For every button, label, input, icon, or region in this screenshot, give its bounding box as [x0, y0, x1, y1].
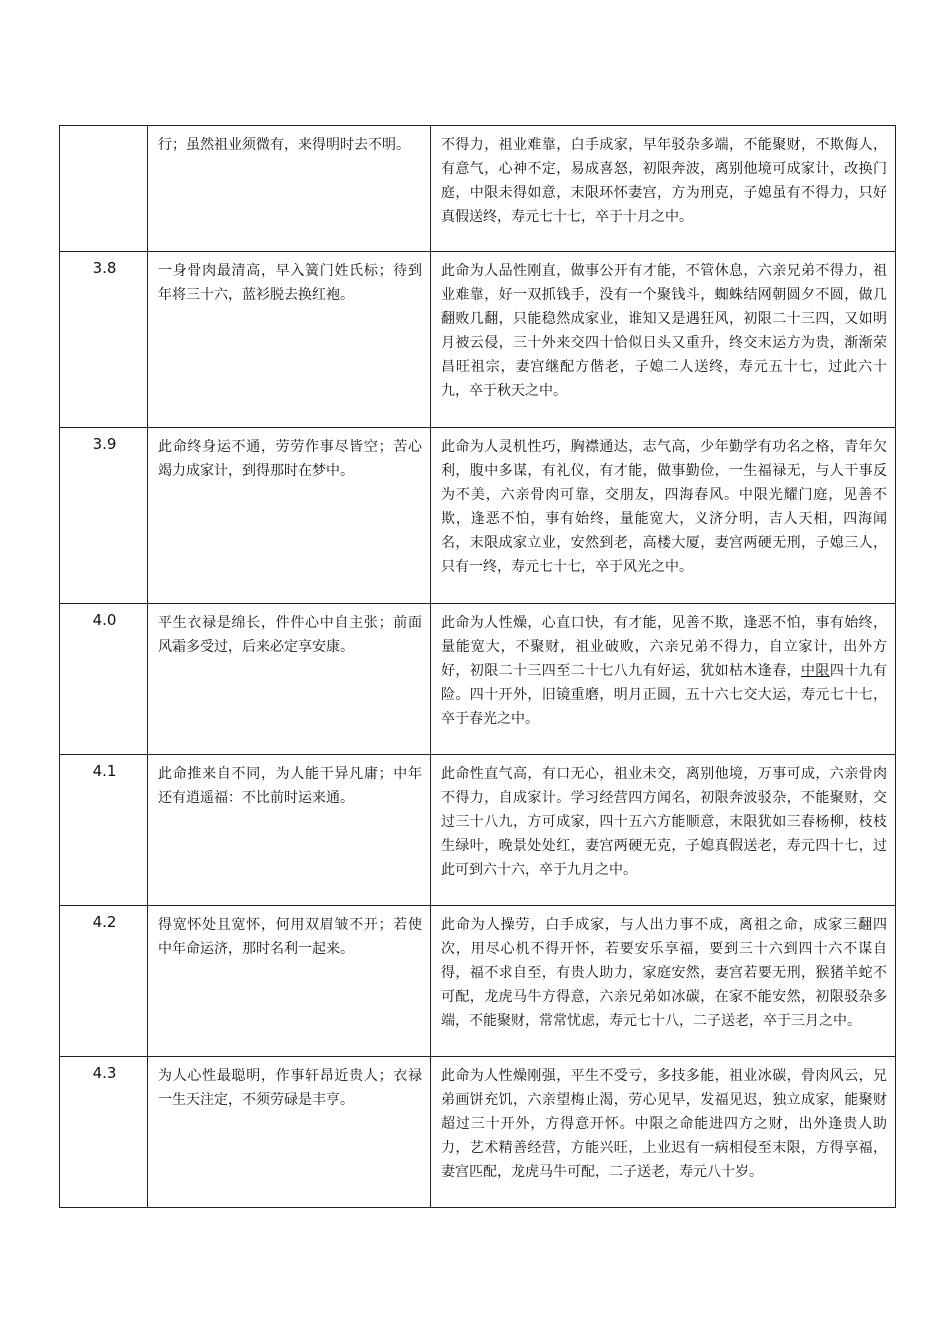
description-text: 此命为人性燥刚强，平生不受亏，多技多能，祖业冰碳，骨肉风云，兄弟画饼充饥，六亲望梅止渴，劳心见早，发福见迟，独立成家，能聚财超过三十开外，方得意开怀。中限之命能进四方之财，出外逢贵人助力，艺术精善经营，方能兴旺，上业迟有一病相侵至末限，方得享福，妻宫匹配，龙虎马牛可配，二子送老，寿元八十岁。 — [441, 1068, 887, 1180]
description-text: 此命为人操劳，白手成家，与人出力事不成，离祖之命，成家三翻四次，用尽心机不得开怀，若要安乐享福，要到三十六到四十六不谋自得，福不求自至，有贵人助力，家庭安然，妻宫若要无刑，猴猪羊蛇不可配，龙虎马牛方得意，六亲兄弟如冰碳，在家不能安然，初限驳杂多端，不能聚财，常常忧虑，寿元七十八，二子送老，卒于三月之中。 — [441, 917, 887, 1029]
table-row — [60, 604, 896, 755]
verse-cell: 此命推来自不同，为人能干异凡庸；中年还有逍遥福：不比前时运来通。 — [148, 755, 431, 906]
row-number: 4.2 — [60, 906, 148, 1057]
verse-cell: 为人心性最聪明，作事轩昂近贵人；衣禄一生天注定，不须劳碌是丰亨。 — [148, 1057, 431, 1208]
table-row — [60, 906, 896, 1057]
description-text: 此命为人灵机性巧，胸襟通达，志气高，少年勤学有功名之格，青年欠利，腹中多谋，有礼仪，有才能，做事勤俭，一生福禄无，与人干事反为不美，六亲骨肉可靠，交朋友，四海春风。中限光耀门庭，见善不欺，逢恶不怕，事有始终，量能宽大，义济分明，吉人天相，四海闻名，末限成家立业，安然到老，高楼大厦，妻宫两硬无刑，子媳三人，只有一终，寿元七十七，卒于风光之中。 — [441, 439, 887, 575]
row-number — [60, 126, 148, 252]
description-text: 此命性直气高，有口无心，祖业未交，离别他境，万事可成，六亲骨肉不得力，自成家计。学习经营四方闻名，初限奔波驳杂，不能聚财，交过三十八九，方可成家，四十五六方能顺意，末限犹如三春杨柳，枝枝生绿叶，晚景处处红，妻宫两硬无克，子媳真假送老，寿元四十七，过此可到六十六，卒于九月之中。 — [441, 766, 887, 878]
verse-cell: 此命终身运不通，劳劳作事尽皆空；苦心竭力成家计，到得那时在梦中。 — [148, 428, 431, 604]
table-row — [60, 755, 896, 906]
description-text: 此命为人品性刚直，做事公开有才能，不管休息，六亲兄弟不得力，祖业难靠，好一双抓钱手，没有一个聚钱斗，蜘蛛结网朝圆夕不圆，做几翻败几翻，只能稳然成家业，谁知又是遇狂风，初限二十三四，又如明月被云侵，三十外来交四十恰似日头又重升，终交末运方为贵，渐渐荣昌旺祖宗，妻宫继配方偕老，子媳二人送终，寿元五十七，过此六十九，卒于秋天之中。 — [441, 263, 887, 399]
row-number: 4.0 — [60, 604, 148, 755]
table-body — [60, 126, 896, 1208]
row-number: 4.1 — [60, 755, 148, 906]
underlined-term: 中限 — [801, 663, 830, 679]
row-number: 3.8 — [60, 252, 148, 428]
table-row — [60, 1057, 896, 1208]
description-text: 此命为人性燥，心直口快，有才能，见善不欺，逢恶不怕，事有始终，量能宽大，不聚财，祖业破败，六亲兄弟不得力，自立家计，出外方好，初限二十三四至二十七八九有好运，犹如枯木逢春， — [441, 615, 887, 679]
fortune-table — [59, 125, 896, 1208]
description-cell — [431, 604, 896, 755]
verse-cell: 一身骨肉最清高，早入簧门姓氏标；待到年将三十六，蓝衫脱去换红袍。 — [148, 252, 431, 428]
table-row — [60, 428, 896, 604]
description-cell — [431, 755, 896, 906]
description-cell — [431, 906, 896, 1057]
description-text-continued: 四十九有险。四十开外，旧镜重磨，明月正圆，五十六七交大运，寿元七十七，卒于春光之中。 — [441, 663, 888, 727]
description-cell — [431, 1057, 896, 1208]
row-number: 4.3 — [60, 1057, 148, 1208]
verse-cell: 平生衣禄是绵长，件件心中自主张；前面风霜多受过，后来必定享安康。 — [148, 604, 431, 755]
table-row — [60, 126, 896, 252]
description-cell — [431, 428, 896, 604]
description-cell — [431, 252, 896, 428]
verse-cell: 行；虽然祖业须微有，来得明时去不明。 — [148, 126, 431, 252]
row-number: 3.9 — [60, 428, 148, 604]
description-cell — [431, 126, 896, 252]
description-text: 不得力，祖业难靠，白手成家，早年驳杂多端，不能聚财，不欺侮人，有意气，心神不定，易成喜怒，初限奔波，离别他境可成家计，改换门庭，中限未得如意，末限环怀妻宫，方为刑克，子媳虽有不得力，只好真假送终，寿元七十七，卒于十月之中。 — [441, 137, 887, 225]
table-row — [60, 252, 896, 428]
verse-cell: 得宽怀处且宽怀，何用双眉皱不开；若使中年命运济，那时名利一起来。 — [148, 906, 431, 1057]
